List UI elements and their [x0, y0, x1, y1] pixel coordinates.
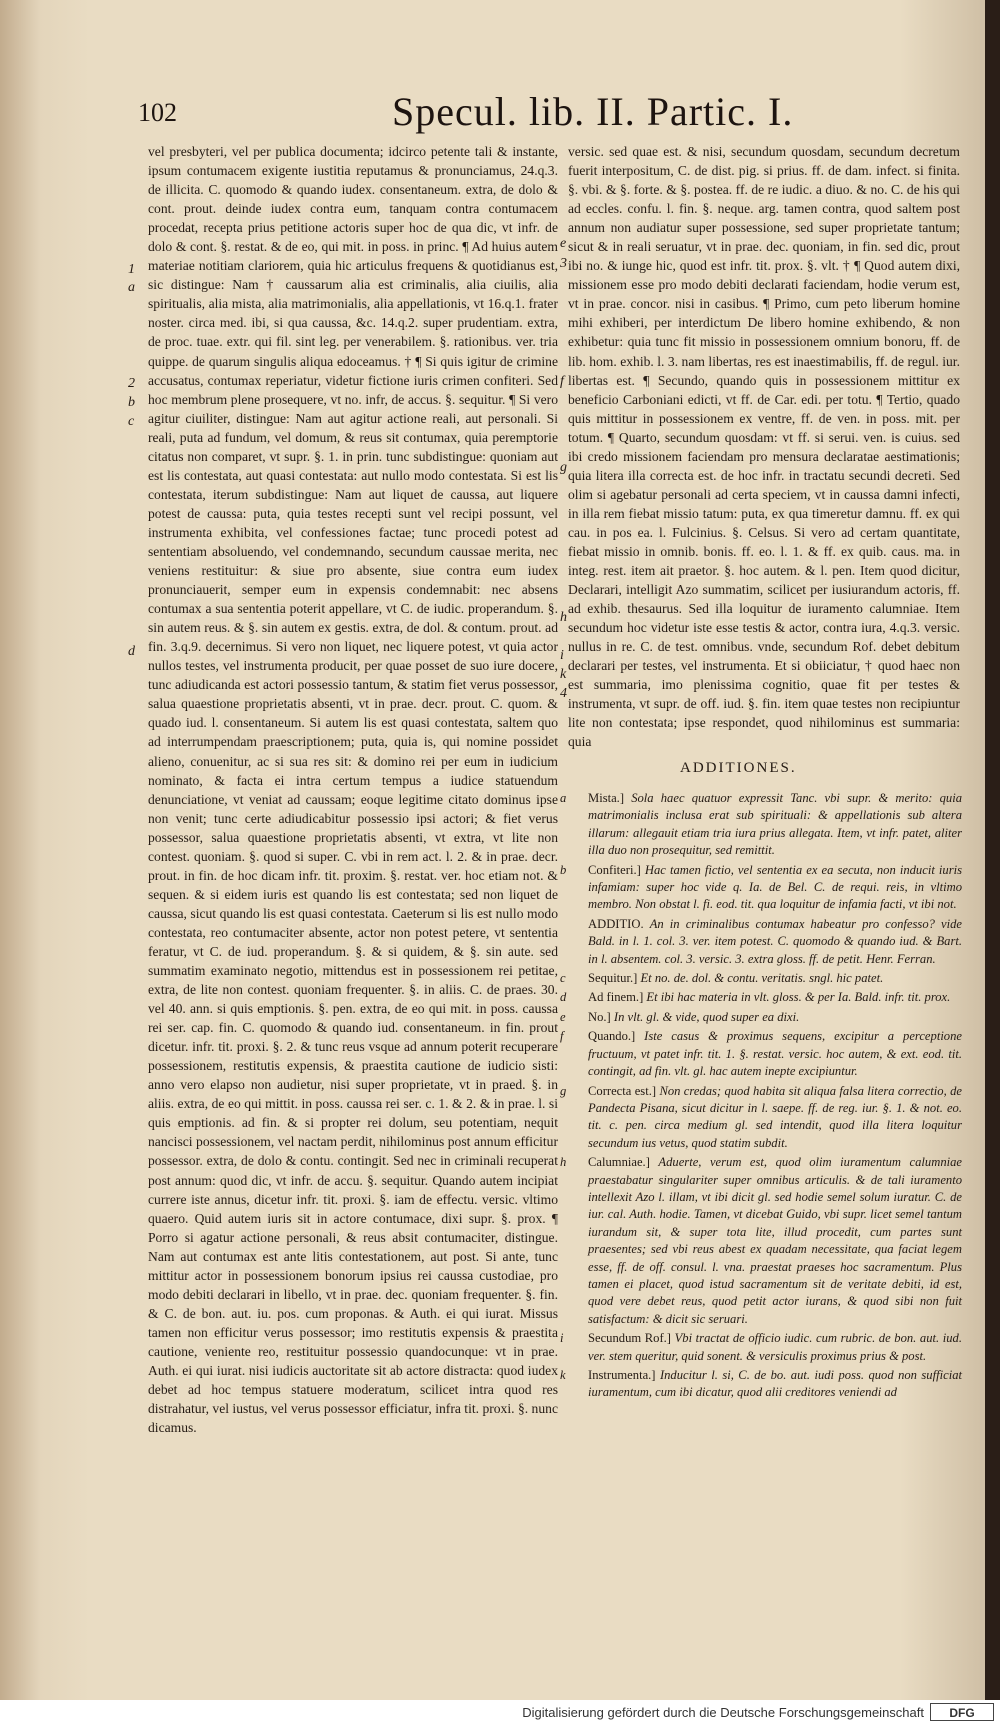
addition-letter: a	[560, 791, 567, 805]
addition-lemma: Mista.]	[588, 791, 625, 805]
addition-lemma: Calumniae.]	[588, 1155, 650, 1170]
margin-letter: e	[560, 236, 567, 251]
addition-entry	[560, 1009, 962, 1026]
addition-letter: i	[560, 1331, 564, 1346]
addition-gloss: Vbi tractat de officio iudic. cum rubric. de bon. aut. iud. ver. stem queritur, quid sonent. & versiculis proximus prius & post.	[588, 1331, 962, 1363]
addition-entry	[560, 1083, 962, 1153]
funding-notice: Digitalisierung gefördert durch die Deutsche Forschungsgemeinschaft	[522, 1705, 924, 1720]
margin-letter: 4	[560, 686, 567, 701]
body-paragraph: versic. sed quae est. & nisi, secundum quosdam, secundum decretum fuerit interpositum, C. de dist. pig. si prius. ff. de dam. infect. si finita. §. vbi. & §. forte. & §. postea. ff. de re iudic. a diuo. & no. C. de his qui ad eccles. confu. l. fin. §. neque. arg. tamen contra, quod saltem post annum non audiatur super possessione, sed super proprietate tantum; sicut & in reali seruatur, vt in prae. dec. quoniam, in fin. sed dic, prout ibi no. & iunge hic, quod est infr. tit. prox. §. vlt. † ¶ Quod autem dixi, missionem esse pro modo debiti declarati faciendam, hodie verum est, vt in prae. concor. nisi in casibus. ¶ Primo, cum peto liberum homine mihi exhiberi, per interdictum De libero homine exhibendo, & non exhibetur: quia tunc fit missio in possessionem omnium bonoru, ff. de lib. hom. exhib. l. 3. nam libertas, res est inaestimabilis, ff. de regul. iur. libertas est. ¶ Secundo, quando quis in possessionem mittitur ex beneficio Carboniani edicti, vt ff. de Car. edi. per totu. ¶ Tertio, quado quis mittitur in possessionem ex ventre, ff. de ven. in poss. mit. per totum. ¶ Quarto, secundum quosdam: vt ff. si serui. ven. is cuius. sed ibi credo missionem faciendam pro mensura declaratae aestimationis; quia litera illa correcta est. de hoc infr. in tractatu secundi decreti. Sed olim si agebatur personali ad certa speciem, vt in caussa damni infecti, in illa rem fiebat missio tatum: puta, ex qua timeretur damnu. ff. ex qui cau. in pos ea. l. Fulcinius. §. Celsus. Si vero ad certam quantitate, fiebat missio in omnib. bonis. ff. eo. l. 1. & ff. ex quib. caus. ma. in integ. rest. item ait praetor. §. hoc autem. & l. pen. Item quod dicitur, Declarari, intelligit Azo summatim, scilicet per iusiurandum actoris, ff. ad exhib. thesaurus. Sed illa loquitur de iuramento calumniae. Item secundum hoc videtur iste esse testis & actor, contra iura, 4.q.3. versic. nullus in re. C. de test. omnibus. vnde, secundum Rof. debet debitum declarari per testes, vel instrumenta. Et si obiiciatur, † quod haec non est summaria, imo plenissima cognitio, quae fit per testes & instrumenta, vt supr. de off. iud. §. fin. item quae testes non recipiuntur lite non contestata; ipse respondet, quod nihilominus est summaria: quia	[568, 144, 960, 750]
book-edge	[985, 0, 1000, 1700]
addition-letter: c	[560, 971, 566, 986]
margin-letter: b	[128, 395, 135, 410]
addition-lemma: Correcta est.]	[588, 1083, 657, 1098]
addition-lemma: Confiteri.]	[588, 862, 641, 877]
addition-entry	[560, 1154, 962, 1328]
addition-entry	[560, 1367, 962, 1402]
addition-gloss: An in criminalibus contumax habeatur pro confesso? vide Bald. in l. 1. col. 3. ver. item potest. C. quomodo & quando iud. & Bart. in l. absentem. col. 3. versic. 3. extra gloss. ff. de petit. Henr. Ferran.	[588, 916, 962, 966]
addition-entry	[560, 1330, 962, 1365]
addition-lemma: Quando.]	[588, 1029, 636, 1044]
margin-letter: 1	[128, 262, 135, 277]
margin-letter: d	[128, 644, 135, 659]
running-header	[130, 88, 970, 148]
addition-gloss: Sola haec quatuor expressit Tanc. vbi supr. & merito: quia matrimonialis inclusa erat sub spirituali: & appellationis sub altera illarum: allegauit etiam tria iura prius allegata. Item, vt infr. patet, aliter illa duo non prosequitur, sed remittit.	[588, 791, 962, 858]
addition-letter: h	[560, 1155, 567, 1170]
addition-entry	[560, 970, 962, 987]
addition-gloss: Iste casus & proximus sequens, excipitur a perceptione fructuum, vt patet infr. tit. 1. §. restat. versic. hoc autem, & ext. eod. tit. contingit, ad fin. vlt. gl. hac autem inepte excipiuntur.	[588, 1029, 962, 1079]
addition-letter: d	[560, 990, 567, 1005]
dfg-logo: DFG	[930, 1703, 994, 1721]
addition-entry	[560, 1028, 962, 1080]
addition-gloss: In vlt. gl. & vide, quod super ea dixi.	[613, 1009, 800, 1024]
margin-letter: g	[560, 460, 567, 475]
right-text-column	[568, 142, 960, 752]
addition-gloss: Inducitur l. si, C. de bo. aut. iudi poss. quod non sufficiat iuramentum, cum ibi dicatur, quod alii creditores veniendi ad	[588, 1368, 962, 1400]
addition-gloss: Aduerte, verum est, quod olim iuramentum calumniae praestabatur singulariter super omnibus articulis. & de tali iuramento intellexit Azo l. illam, vt ibi dicit gl. sed hodie semel solum iuratur. C. de iur. cal. Auth. hodie. Tamen, vt dicebat Guido, vbi supr. licet semel tantum iurandum sit, & super tota lite, illud procedit, cum partes sunt praesentes; sed vbi reus abest ex quadam necessitate, qua faciat legem esse, ff. de off. consul. l. vna. praestat praeses hoc sacramentum. Plus tamen ei placet, quod istud sacramentum sit de veritate debiti, id est, quod vere debet reus, quod petit actor iurans, & quod sibi non fuit satisfactum: & dicit sic seruari.	[588, 1155, 962, 1326]
addition-gloss: Et no. de. dol. & contu. veritatis. sngl. hic patet.	[640, 971, 884, 986]
margin-letter: f	[560, 374, 564, 389]
margin-letter: k	[560, 667, 567, 682]
addition-gloss: Non credas; quod habita sit aliqua falsa litera correctio, de Pandecta Pisana, sicut dicitur in l. saepe. ff. de reg. iur. §. 1. & not. eo. tit. c. pen. circa medium gl. sed intendit, quod illa litera loquitur secundum ius vetus, quod statim subdit.	[588, 1083, 962, 1150]
additions-section	[560, 790, 962, 1404]
addition-entry	[560, 862, 962, 914]
addition-gloss: Et ibi hac materia in vlt. gloss. & per Ia. Bald. infr. tit. prox.	[646, 990, 951, 1005]
margin-letter: c	[128, 414, 135, 429]
addition-letter: b	[560, 862, 567, 877]
running-title: Specul. lib. II. Partic. I.	[392, 89, 794, 134]
margin-letter: 2	[128, 376, 135, 391]
addition-letter: e	[560, 1009, 566, 1024]
left-text-column	[148, 142, 558, 1437]
margin-letter: 3	[560, 256, 567, 271]
digitization-footer	[0, 1700, 1000, 1725]
addition-letter: g	[560, 1083, 567, 1098]
body-paragraph: vel presbyteri, vel per publica documenta; idcirco petente tali & instante, ipsum contumacem exigente iustitia reputamus & pronunciamus, 24.q.3. de illicita. C. quomodo & quando iudex. consentaneum. extra, de dolo & cont. prout. deinde iudex contra eum, tanquam contra contumacem procedat, recepta prius petitione actoris super hoc de qua dic, vt infr. de dolo & cont. §. restat. & de eo, qui mit. in poss. in princ. ¶ Ad huius autem materiae notitiam clariorem, quia hic articulus frequens & quotidianus est, sic distingue: Nam † caussarum alia est criminalis, alia ciuilis, alia spiritualis, alia mista, alia matrimonialis, alia appellationis, vt 16.q.1. frater noster. circa med. ibi, si qua caussa, &c. 14.q.2. super prudentiam. extra, de proc. tuae. extr. qui fil. sint leg. per venerabilem. §. rationibus. ver. tria quippe. de quarum singulis aliqua edoceamus. † ¶ Si quis igitur de crimine accusatus, contumax reperiatur, videtur fictione iuris crimen confiteri. Sed hoc membrum plene prosequere, vt no. infr, de accus. §. sequitur. ¶ Si vero agitur ciuiliter, distingue: Nam aut agitur actione reali, aut personali. Si reali, puta ad fundum, vel domum, & reus sit contumax, quia peremptorie citatus non comparet, vt supr. §. 1. in prin. tunc subdistingue: quoniam aut est lis contestata, aut quasi contestata: aut nullo modo contestata. Si est lis contestata, iterum subdistingue: Nam aut liquet de caussa, aut liquere potest de caussa: puta, quia testes recepti sunt vel recipi possunt, vel instrumenta exhibita, vel confessiones factae; tunc procedi potest ad sententiam absoluendo, vel condemnando, secundum caussae merita, nec veniens restituitur: & siue pro absente, siue contra eum iudex pronunciauerit, semper eum in expensis condemnabit: nec absens contumax a sua sententia poterit appellare, vt C. de iudic. properandum. §. sin autem reus. & §. sin autem ex gestis. extra, de dol. & contum. prout. ad fin. 3.q.9. decernimus. Si vero non liquet, nec liquere potest, vt quia actor nullos testes, vel instrumenta producit, per quae posset de suo iure docere, tunc adiudicanda est actori possessio tantum, & statim fiet verus possessor, salua quaestione proprietatis absenti, vt in prae. decr. prout. C. quom. & quado iud. l. consentaneum. Si autem lis est quasi contestata, saltem quo ad interrumpendam praescriptionem; puta, quia is, qui nomine possidet alieno, conuenitur, ac si sua res sit: & domino rei per eum in iudicium nominato, & facta ei intra certum tempus a iudice statuendum denunciatione, vt veniat ad caussam; eoque legitime citato dominus ipse non venit; tunc certe adiudicabitur possessio ipsi actori; & fiet verus possessor, salua quaestione proprietatis absenti, vt extra, vt lite non contest. quoniam. §. quod si super. C. vbi in rem act. l. 2. & in prae. decr. prout. in fin. de hoc dicam infr. tit. proxim. §. restat. ver. hoc etiam not. & sequen. & si eidem iuris est quando lis est contestata; sed non liquet de caussa, sicut quando lis est quasi contestata. Caeterum si lis est nullo modo contestata, reo contumaciter absente, actor non potest petere, vt sententia feratur, vt C. de iud. properandum. §. & si quidem, & §. sin aute. sed summatim examinato negotio, mittendus est in possessionem rei petitae, extra, de lite non contest. quoniam frequenter. §. in aliis. C. de praes. 30. vel 40. ann. si quis emptionis. §. pen. extra, de eo qui mit. in poss. caussa rei ser. cap. fin. C. quomodo & quando iud. consentaneum. in fin. prout dicetur. infr. tit. proxi. §. 2. & tunc reus vsque ad annum poterit recuperare possessionem, restitutis expensis, & praestita cautione de iudicio sisti: anno vero elapso non audietur, nisi super proprietate, vt in praed. §. in aliis. extra, de eo qui mittit. in poss. caussa rei ser. c. 1. & 2. & in prae. l. si quis emptionis. ad fin. & si propter rei dolum, seu potentiam, nequit nancisci possessionem, vel nactam perdit, nihilominus post annum efficitur possessor. extra, de dolo & contu. contingit. Sed nec in criminali recuperat post annum: quod dic, vt infr. de accu. §. sequitur. Quando autem incipiat currere iste annus, dicetur infr. tit. proxi. §. iam de effectu. versic. vltimo quaero. Quid autem iuris sit in actore contumace, dixi supr. §. prox. ¶ Porro si agatur actione personali, & reus absit contumaciter, distingue. Nam aut contumax est ante litis contestationem, aut post. Si ante, tunc mittitur actor in possessionem bonorum ipsius rei caussa custodiae, pro modo debiti declarari in libello, vt in prae. dec. quoniam frequenter. §. fin. & C. de bon. aut. iu. pos. cum proponas. & Auth. ei qui iurat. Missus tamen non efficitur verus possessor; imo restitutis expensis & praestita cautione, veniente reo, restituitur possessio quandocunque: vt in prae. Auth. ei qui iurat. nisi iudicis auctoritate sit ab actore distracta: quod iudex debet ad hoc tempus statuere moderatum, scilicet intra quod res distrahatur, vel iustus, vel verus possessor efficiatur, infra tit. proxi. §. nunc dicamus.	[148, 144, 558, 1436]
addition-lemma: Sequitur.]	[588, 971, 638, 986]
addition-lemma: No.]	[588, 1009, 611, 1024]
addition-lemma: Ad finem.]	[588, 990, 644, 1005]
addition-letter: f	[560, 1029, 564, 1044]
additiones-heading: ADDITIONES.	[680, 760, 797, 776]
addition-gloss: Hac tamen fictio, vel sententia ex ea secuta, non inducit iuris infamiam: super hoc vide q. Ia. de Bel. C. de requi. reis, in vltimo membro. Non obstat l. fi. eod. tit. qua loquitur de infamia facti, vt ibi not.	[588, 862, 962, 912]
addition-lemma: Instrumenta.]	[588, 1368, 656, 1382]
page-number: 102	[138, 98, 177, 127]
margin-letter: a	[128, 280, 135, 295]
addition-lemma: Secundum Rof.]	[588, 1331, 671, 1346]
addition-entry	[560, 916, 962, 968]
margin-letter: h	[560, 610, 567, 625]
addition-letter: k	[560, 1368, 566, 1382]
addition-lemma: ADDITIO.	[588, 916, 644, 931]
margin-letter: i	[560, 648, 564, 663]
addition-entry	[560, 790, 962, 860]
addition-entry	[560, 989, 962, 1006]
